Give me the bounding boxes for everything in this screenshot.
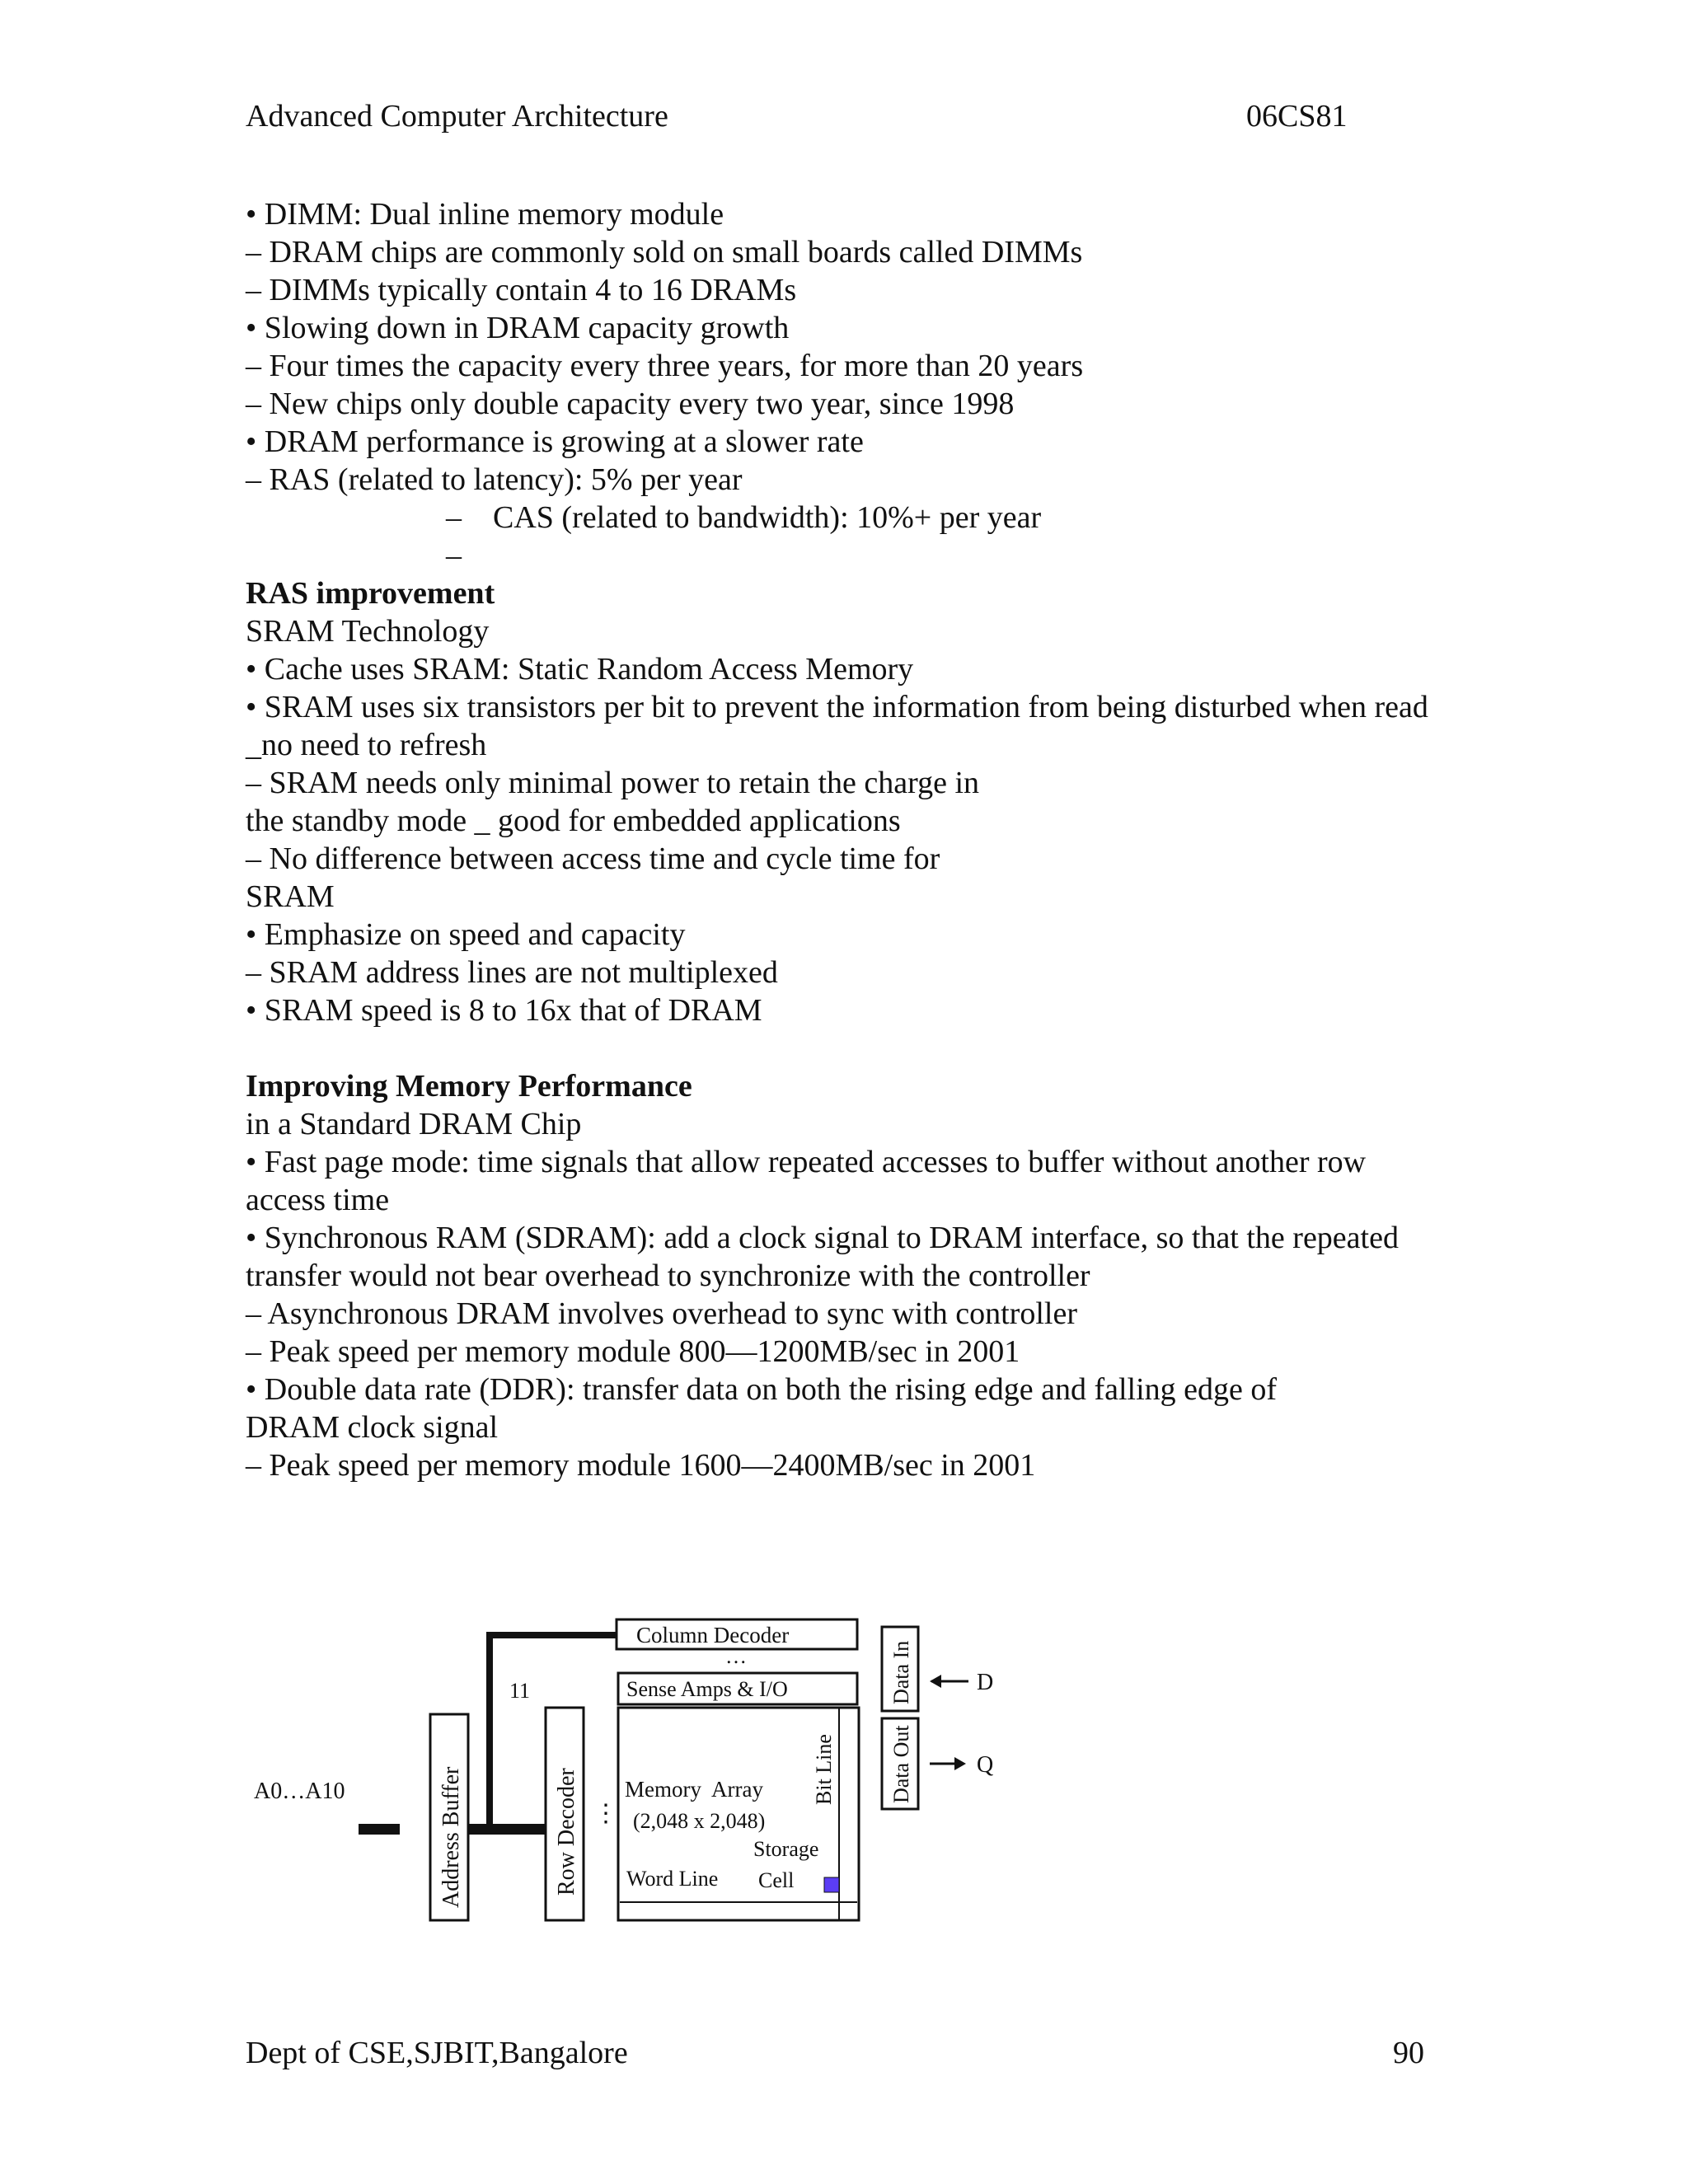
text-line: • Synchronous RAM (SDRAM): add a clock signal to DRAM interface, so that the repeated transfer would not bear overhead to synchronize with the controller: [246, 1221, 1399, 1293]
text-line: – New chips only double capacity every two year, since 1998: [246, 387, 1015, 421]
row-decoder-label: Row Decoder: [554, 1768, 579, 1896]
text-line: • Emphasize on speed and capacity: [246, 917, 686, 952]
cas-line: – CAS (related to bandwidth): 10%+ per year: [446, 500, 1042, 535]
text-line: – RAS (related to latency): 5% per year: [246, 462, 743, 497]
text-line: – SRAM needs only minimal power to retain the charge in: [246, 766, 980, 800]
page-number: 90: [1393, 2036, 1424, 2070]
data-out-arrowhead: [954, 1757, 966, 1770]
text-line: – DRAM chips are commonly sold on small boards called DIMMs: [246, 235, 1083, 269]
row-ellipsis: ⋮: [593, 1800, 618, 1827]
storage-cell: [824, 1877, 839, 1892]
data-in-label: Data In: [889, 1640, 913, 1704]
section-heading-ras: RAS improvement: [246, 576, 495, 611]
cell-label: Cell: [758, 1868, 795, 1892]
storage-label: Storage: [753, 1837, 819, 1861]
running-header-course-code: 06CS81: [1246, 99, 1348, 134]
row-address-bus: [468, 1824, 546, 1835]
text-line: • Fast page mode: time signals that allow repeated accesses to buffer without another row access time: [246, 1145, 1367, 1217]
text-line: in a Standard DRAM Chip: [246, 1107, 582, 1141]
footer-department: Dept of CSE,SJBIT,Bangalore: [246, 2036, 628, 2070]
text-line: the standby mode _ good for embedded applications: [246, 804, 901, 838]
text-line: SRAM Technology: [246, 614, 490, 649]
text-line: _no need to refresh: [246, 728, 487, 762]
text-line: – DIMMs typically contain 4 to 16 DRAMs: [246, 273, 797, 307]
address-input-label: A0…A10: [254, 1779, 345, 1804]
text-line: – Four times the capacity every three years, for more than 20 years: [246, 349, 1084, 383]
column-address-bus: [486, 1632, 493, 1830]
dram-block-diagram: [247, 1615, 1022, 1929]
text-line: – Asynchronous DRAM involves overhead to sync with controller: [246, 1296, 1077, 1331]
text-line: • Slowing down in DRAM capacity growth: [246, 311, 790, 345]
column-address-bus-top: [486, 1632, 617, 1638]
dash-line: –: [446, 538, 462, 573]
text-line: – Peak speed per memory module 1600—2400MB/sec in 2001: [246, 1448, 1036, 1483]
dram-diagram-svg: [247, 1615, 1022, 1929]
column-ellipsis: …: [725, 1644, 747, 1668]
running-header-title: Advanced Computer Architecture: [246, 99, 668, 134]
q-label: Q: [977, 1752, 994, 1778]
array-size-label: (2,048 x 2,048): [633, 1809, 766, 1833]
text-line: • DIMM: Dual inline memory module: [246, 197, 724, 232]
bus-width-label: 11: [509, 1679, 531, 1703]
blank-line: [246, 1029, 1449, 1067]
memory-array-label: Memory Array: [625, 1777, 763, 1802]
text-line: SRAM: [246, 879, 335, 914]
text-line: – SRAM address lines are not multiplexed: [246, 955, 778, 990]
text-line: – Peak speed per memory module 800—1200MB/sec in 2001: [246, 1334, 1020, 1369]
page-body: [246, 195, 1449, 1484]
text-line: • SRAM speed is 8 to 16x that of DRAM: [246, 993, 762, 1028]
address-bus-in: [359, 1824, 400, 1835]
bit-line-label: Bit Line: [812, 1734, 836, 1805]
sense-amps-label: Sense Amps & I/O: [626, 1677, 788, 1701]
data-in-arrowhead: [930, 1675, 941, 1688]
data-out-label: Data Out: [889, 1725, 913, 1803]
text-line: • Cache uses SRAM: Static Random Access Memory: [246, 652, 914, 687]
text-line: • Double data rate (DDR): transfer data on both the rising edge and falling edge of DRAM clock signal: [246, 1372, 1278, 1445]
text-line: • SRAM uses six transistors per bit to prevent the information from being disturbed when read: [246, 690, 1428, 724]
word-line-label: Word Line: [626, 1867, 719, 1891]
d-label: D: [977, 1670, 994, 1695]
section-heading-improving: Improving Memory Performance: [246, 1069, 692, 1104]
address-buffer-label: Address Buffer: [438, 1766, 464, 1908]
text-line: – No difference between access time and cycle time for: [246, 841, 940, 876]
column-decoder-label: Column Decoder: [636, 1623, 790, 1647]
text-line: • DRAM performance is growing at a slower rate: [246, 424, 864, 459]
